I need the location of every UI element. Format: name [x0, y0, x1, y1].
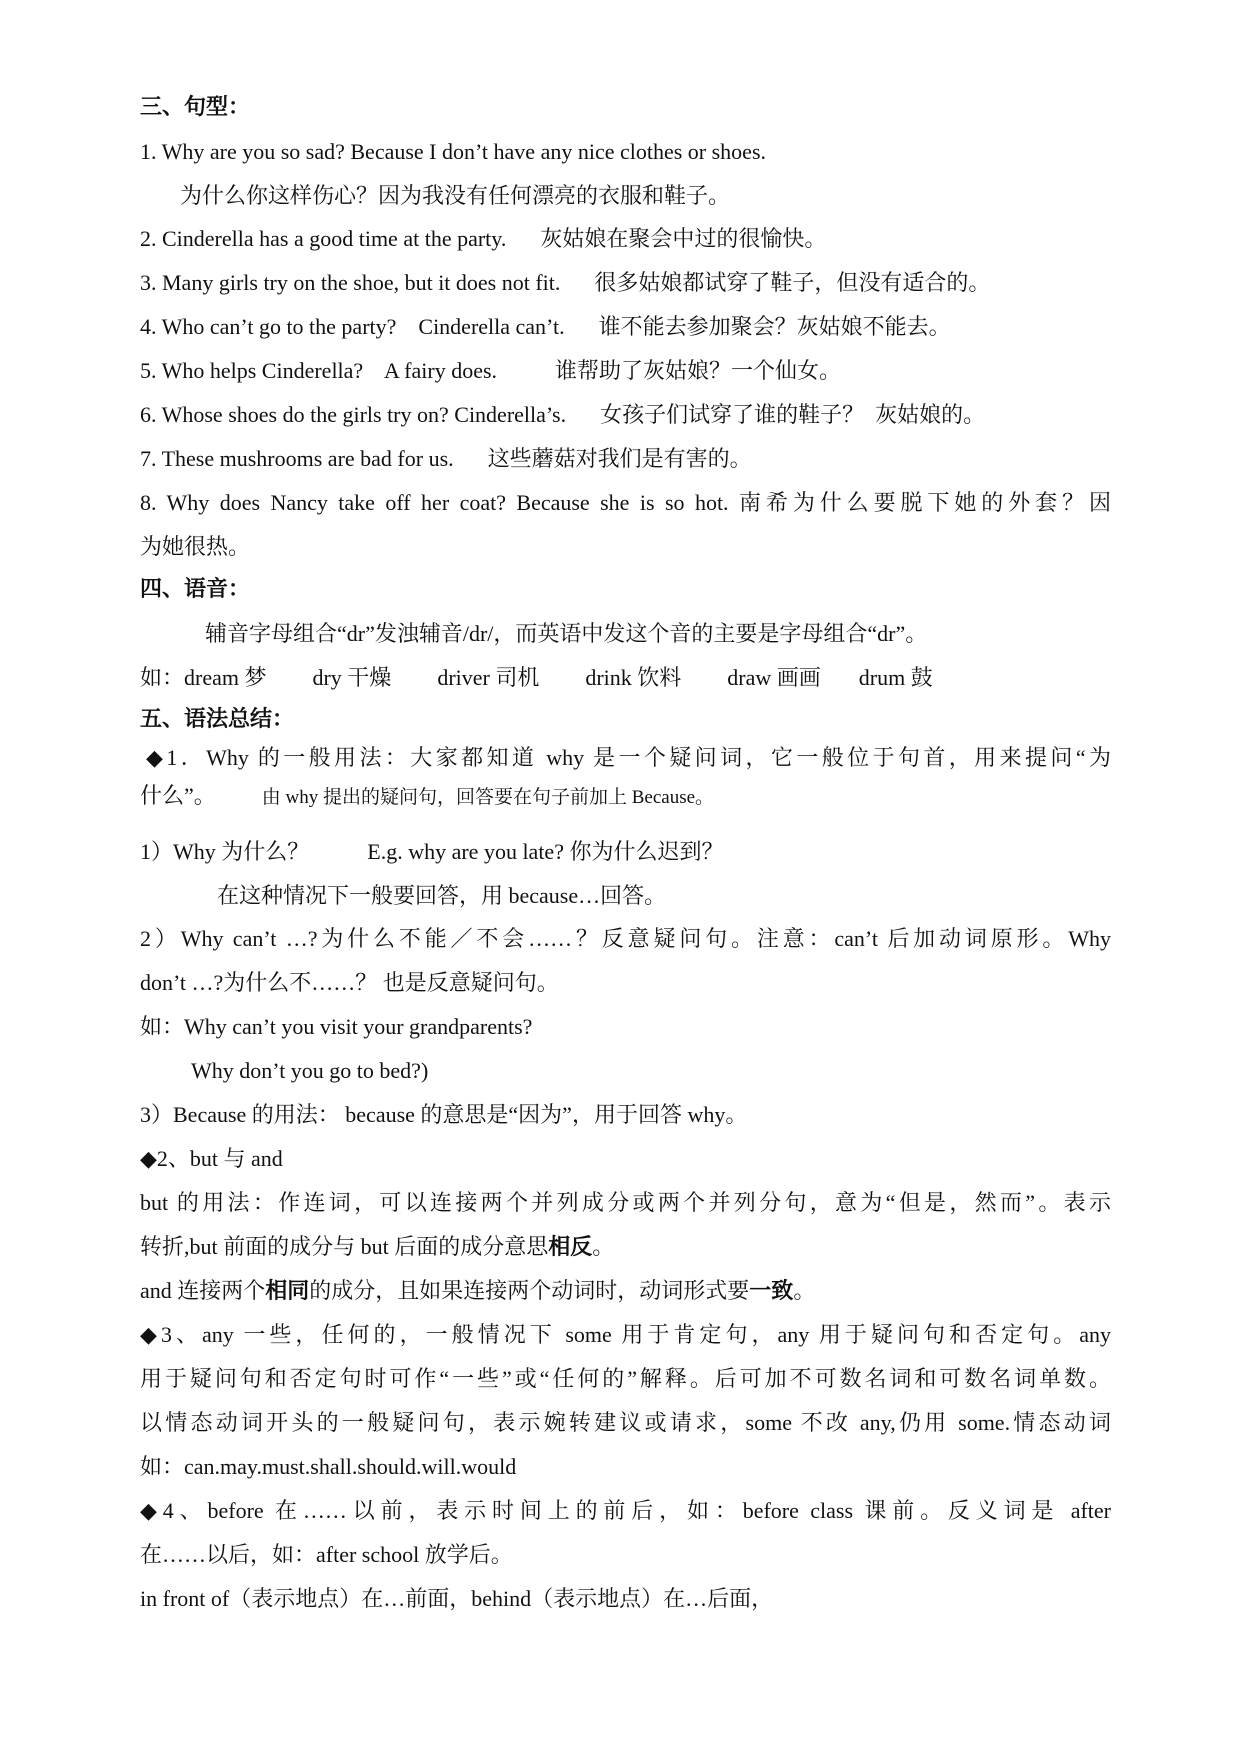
grammar-point-3-line-1: ◆3、any 一些，任何的，一般情况下 some 用于肯定句，any 用于疑问句和否定句。any — [140, 1322, 1111, 1347]
grammar-point-2-line-2a: 转折,but 前面的成分与 but 后面的成分意思 — [140, 1234, 549, 1259]
sentence-3-english: 3. Many girls try on the shoe, but it does not fit. — [140, 270, 561, 295]
phonics-description: 辅音字母组合“dr”发浊辅音/dr/，而英语中发这个音的主要是字母组合“dr”。 — [205, 621, 928, 646]
sentence-4-english: 4. Who can’t go to the party? Cinderella can’t. — [140, 314, 565, 339]
grammar-point-2-line-1: but 的用法：作连词，可以连接两个并列成分或两个并列分句，意为“但是，然而”。表示 — [140, 1190, 1111, 1215]
sentence-4-chinese: 谁不能去参加聚会？灰姑娘不能去。 — [598, 314, 951, 339]
why-usage-1-example: E.g. why are you late? 你为什么迟到？ — [367, 839, 724, 864]
phonics-examples — [140, 656, 1111, 700]
phonics-example: drum 鼓 — [858, 665, 933, 690]
sentence-3 — [140, 261, 1111, 305]
phonics-example: driver 司机 — [437, 665, 540, 690]
phonics-example: drink 饮料 — [585, 665, 682, 690]
sentence-7-chinese: 这些蘑菇对我们是有害的。 — [487, 446, 752, 471]
grammar-point-1-note: 由 why 提出的疑问句，回答要在句子前加上 Because。 — [261, 787, 715, 808]
grammar-point-2-line-3a: and 连接两个 — [140, 1278, 266, 1303]
grammar-point-2-heading: ◆2、but 与 and — [140, 1146, 283, 1171]
keyword-opposite: 相反 — [548, 1235, 593, 1260]
grammar-point-1-line-1: ◆1．Why 的一般用法：大家都知道 why 是一个疑问词，它一般位于句首，用来提问“为 — [146, 745, 1111, 770]
sentence-6-chinese: 女孩子们试穿了谁的鞋子？ 灰姑娘的。 — [600, 402, 986, 427]
sentence-5-chinese: 谁帮助了灰姑娘？一个仙女。 — [555, 358, 842, 383]
grammar-point-2-line-3c: 的成分，且如果连接两个动词时，动词形式要 — [309, 1278, 750, 1303]
sentence-8-line-2: 为她很热。 — [140, 534, 251, 559]
sentence-1-chinese: 为什么你这样伤心？因为我没有任何漂亮的衣服和鞋子。 — [180, 183, 731, 208]
grammar-point-2-line-2 — [140, 1225, 1111, 1269]
grammar-point-1-line-2 — [140, 774, 1111, 818]
why-usage-2-example-1: 如：Why can’t you visit your grandparents? — [140, 1014, 533, 1039]
sentence-4 — [140, 305, 1111, 349]
keyword-consistent: 一致 — [749, 1279, 794, 1304]
sentence-8-line-1: 8. Why does Nancy take off her coat? Because she is so hot. 南希为什么要脱下她的外套？因 — [140, 490, 1111, 515]
sentence-2-chinese: 灰姑娘在聚会中过的很愉快。 — [540, 226, 827, 251]
section4-heading: 四、语音： — [140, 577, 251, 602]
sentence-7 — [140, 437, 1111, 481]
grammar-point-2-line-3e: 。 — [793, 1278, 816, 1303]
why-usage-2-example-2: Why don’t you go to bed?) — [191, 1058, 429, 1083]
why-usage-2-line-2: don’t …?为什么不……？ 也是反意疑问句。 — [140, 970, 559, 995]
grammar-point-3-line-2: 用于疑问句和否定句时可作“一些”或“任何的”解释。后可加不可数名词和可数名词单数。 — [140, 1366, 1111, 1391]
sentence-5 — [140, 349, 1111, 393]
why-usage-1-answer: 在这种情况下一般要回答，用 because…回答。 — [217, 883, 667, 908]
phonics-example: dry 干燥 — [312, 665, 392, 690]
why-usage-1a: 1）Why 为什么？ — [140, 839, 310, 864]
sentence-2-english: 2. Cinderella has a good time at the party. — [140, 226, 507, 251]
phonics-example: dream 梦 — [184, 665, 267, 690]
section5-heading: 五、语法总结： — [140, 707, 295, 732]
because-usage: 3）Because 的用法： because 的意思是“因为”，用于回答 why。 — [140, 1102, 748, 1127]
grammar-point-4-line-3: in front of（表示地点）在…前面，behind（表示地点）在…后面， — [140, 1586, 774, 1611]
grammar-point-3-line-4: 如：can.may.must.shall.should.will.would — [140, 1454, 517, 1479]
section3-heading: 三、句型： — [140, 95, 251, 120]
phonics-examples-label: 如： — [140, 665, 185, 690]
grammar-point-4-line-2: 在……以后，如：after school 放学后。 — [140, 1542, 513, 1567]
grammar-point-3-line-3: 以情态动词开头的一般疑问句，表示婉转建议或请求，some 不改 any,仍用 some.情态动词 — [140, 1410, 1111, 1435]
why-usage-2-line-1: 2）Why can’t …?为什么不能／不会……？反意疑问句。注意：can’t 后加动词原形。Why — [140, 926, 1111, 951]
keyword-same: 相同 — [265, 1279, 310, 1304]
grammar-point-1-line-2a: 什么”。 — [140, 783, 216, 808]
phonics-example: draw 画画 — [727, 665, 821, 690]
sentence-7-english: 7. These mushrooms are bad for us. — [140, 446, 454, 471]
sentence-6 — [140, 393, 1111, 437]
grammar-point-2-line-2c: 。 — [592, 1234, 615, 1259]
grammar-point-4-line-1: ◆4、before 在……以前，表示时间上的前后，如：before class 课前。反义词是 after — [140, 1498, 1111, 1523]
sentence-6-english: 6. Whose shoes do the girls try on? Cinderella’s. — [140, 402, 567, 427]
sentence-5-english: 5. Who helps Cinderella? A fairy does. — [140, 358, 498, 383]
sentence-2 — [140, 217, 1111, 261]
sentence-3-chinese: 很多姑娘都试穿了鞋子，但没有适合的。 — [594, 270, 991, 295]
grammar-point-2-line-3 — [140, 1269, 1111, 1313]
why-usage-1 — [140, 830, 1111, 874]
sentence-1-english: 1. Why are you so sad? Because I don’t have any nice clothes or shoes. — [140, 139, 767, 164]
